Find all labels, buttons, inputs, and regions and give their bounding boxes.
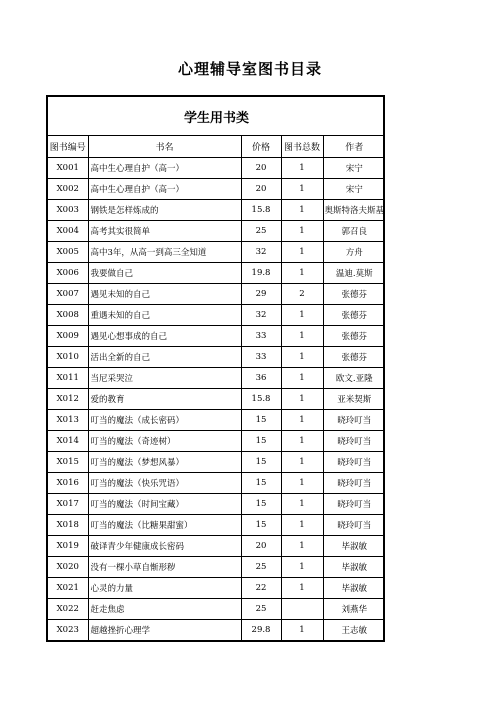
cell-code: X012	[48, 389, 88, 410]
table-row	[48, 473, 385, 494]
cell-code: X019	[48, 536, 88, 557]
cell-price: 25	[241, 599, 281, 620]
cell-name: 赶走焦虑	[88, 599, 241, 620]
cell-name: 没有一棵小草自惭形秽	[88, 557, 241, 578]
cell-price: 15	[241, 494, 281, 515]
cell-author: 张德芬	[323, 284, 385, 305]
cell-price: 15	[241, 410, 281, 431]
cell-code: X007	[48, 284, 88, 305]
cell-author: 宋宁	[323, 179, 385, 200]
cell-price: 19.8	[241, 263, 281, 284]
cell-price: 20	[241, 536, 281, 557]
cell-author: 宋宁	[323, 158, 385, 179]
cell-author: 晓玲叮当	[323, 431, 385, 452]
table-row	[48, 179, 385, 200]
cell-price: 22	[241, 578, 281, 599]
cell-code: X005	[48, 242, 88, 263]
cell-code: X014	[48, 431, 88, 452]
cell-name: 叮当的魔法（快乐咒语）	[88, 473, 241, 494]
cell-author: 奥斯特洛夫斯基	[323, 200, 385, 221]
cell-author: 欧文.亚隆	[323, 368, 385, 389]
cell-count: 1	[281, 305, 323, 326]
cell-code: X011	[48, 368, 88, 389]
cell-name: 高中生心理自护（高一）	[88, 158, 241, 179]
table-row	[48, 410, 385, 431]
cell-count: 1	[281, 494, 323, 515]
cell-count: 1	[281, 620, 323, 641]
cell-count: 1	[281, 515, 323, 536]
cell-price: 15.8	[241, 200, 281, 221]
cell-count: 1	[281, 242, 323, 263]
cell-count: 1	[281, 263, 323, 284]
table-row	[48, 326, 385, 347]
table-row	[48, 431, 385, 452]
cell-author: 温迪.莫斯	[323, 263, 385, 284]
table-row	[48, 284, 385, 305]
cell-count: 1	[281, 431, 323, 452]
cell-author: 张德芬	[323, 347, 385, 368]
cell-code: X002	[48, 179, 88, 200]
cell-price: 25	[241, 557, 281, 578]
column-header-code: 图书编号	[48, 136, 88, 158]
page-title: 心理辅导室图书目录	[177, 60, 322, 78]
cell-name: 遇见心想事成的自己	[88, 326, 241, 347]
cell-author: 晓玲叮当	[323, 410, 385, 431]
cell-name: 当尼采哭泣	[88, 368, 241, 389]
cell-price: 15	[241, 515, 281, 536]
table-row	[48, 263, 385, 284]
cell-count: 1	[281, 578, 323, 599]
cell-price: 20	[241, 179, 281, 200]
table-row	[48, 221, 385, 242]
cell-author: 毕淑敏	[323, 536, 385, 557]
cell-count: 1	[281, 200, 323, 221]
cell-name: 破译青少年健康成长密码	[88, 536, 241, 557]
column-header-count: 图书总数	[281, 136, 323, 158]
cell-author: 郭召良	[323, 221, 385, 242]
cell-count: 1	[281, 473, 323, 494]
table-row	[48, 536, 385, 557]
cell-code: X017	[48, 494, 88, 515]
cell-code: X016	[48, 473, 88, 494]
cell-author: 晓玲叮当	[323, 494, 385, 515]
cell-count: 2	[281, 284, 323, 305]
table-row	[48, 557, 385, 578]
table-row	[48, 515, 385, 536]
cell-name: 活出全新的自己	[88, 347, 241, 368]
cell-count: 1	[281, 536, 323, 557]
cell-count	[281, 599, 323, 620]
cell-price: 33	[241, 326, 281, 347]
cell-count: 1	[281, 389, 323, 410]
cell-price: 15	[241, 431, 281, 452]
cell-price: 29.8	[241, 620, 281, 641]
cell-price: 29	[241, 284, 281, 305]
cell-code: X001	[48, 158, 88, 179]
cell-price: 32	[241, 242, 281, 263]
cell-name: 超越挫折心理学	[88, 620, 241, 641]
cell-count: 1	[281, 410, 323, 431]
cell-code: X003	[48, 200, 88, 221]
cell-price: 25	[241, 221, 281, 242]
cell-author: 张德芬	[323, 305, 385, 326]
cell-author: 王志敏	[323, 620, 385, 641]
table-row	[48, 494, 385, 515]
cell-code: X013	[48, 410, 88, 431]
cell-code: X022	[48, 599, 88, 620]
cell-code: X023	[48, 620, 88, 641]
cell-author: 方舟	[323, 242, 385, 263]
cell-code: X018	[48, 515, 88, 536]
cell-name: 钢铁是怎样炼成的	[88, 200, 241, 221]
cell-count: 1	[281, 179, 323, 200]
cell-name: 高考其实很简单	[88, 221, 241, 242]
cell-count: 1	[281, 557, 323, 578]
cell-code: X021	[48, 578, 88, 599]
cell-name: 心灵的力量	[88, 578, 241, 599]
column-header-name: 书名	[88, 136, 241, 158]
table-row	[48, 389, 385, 410]
cell-author: 张德芬	[323, 326, 385, 347]
cell-code: X009	[48, 326, 88, 347]
column-header-author: 作者	[323, 136, 385, 158]
cell-name: 叮当的魔法（梦想风暴）	[88, 452, 241, 473]
cell-price: 15	[241, 473, 281, 494]
cell-author: 晓玲叮当	[323, 473, 385, 494]
cell-author: 晓玲叮当	[323, 515, 385, 536]
cell-name: 叮当的魔法（时间宝藏）	[88, 494, 241, 515]
section-title: 学生用书类	[48, 97, 385, 136]
cell-author: 刘燕华	[323, 599, 385, 620]
header-row	[48, 136, 385, 158]
table-row	[48, 452, 385, 473]
cell-name: 叮当的魔法（奇迹树）	[88, 431, 241, 452]
cell-name: 叮当的魔法（成长密码）	[88, 410, 241, 431]
table-row	[48, 347, 385, 368]
cell-author: 毕淑敏	[323, 578, 385, 599]
cell-price: 15.8	[241, 389, 281, 410]
cell-name: 爱的教育	[88, 389, 241, 410]
cell-count: 1	[281, 368, 323, 389]
cell-count: 1	[281, 221, 323, 242]
cell-code: X020	[48, 557, 88, 578]
table-row	[48, 200, 385, 221]
table-row	[48, 158, 385, 179]
cell-price: 33	[241, 347, 281, 368]
cell-author: 毕淑敏	[323, 557, 385, 578]
cell-name: 重遇未知的自己	[88, 305, 241, 326]
cell-price: 20	[241, 158, 281, 179]
cell-code: X008	[48, 305, 88, 326]
cell-name: 叮当的魔法（比糖果甜蜜）	[88, 515, 241, 536]
cell-price: 36	[241, 368, 281, 389]
cell-count: 1	[281, 452, 323, 473]
cell-name: 遇见未知的自己	[88, 284, 241, 305]
cell-count: 1	[281, 326, 323, 347]
cell-code: X010	[48, 347, 88, 368]
cell-count: 1	[281, 158, 323, 179]
cell-author: 晓玲叮当	[323, 452, 385, 473]
cell-code: X006	[48, 263, 88, 284]
table-row	[48, 599, 385, 620]
cell-name: 高中生心理自护（高一）	[88, 179, 241, 200]
cell-count: 1	[281, 347, 323, 368]
column-header-price: 价格	[241, 136, 281, 158]
cell-author: 亚米契斯	[323, 389, 385, 410]
table-row	[48, 368, 385, 389]
cell-code: X004	[48, 221, 88, 242]
cell-price: 32	[241, 305, 281, 326]
cell-name: 高中3年，从高一到高三全知道	[88, 242, 241, 263]
table-row	[48, 305, 385, 326]
catalog-table	[46, 95, 385, 642]
table-row	[48, 620, 385, 641]
cell-price: 15	[241, 452, 281, 473]
table-row	[48, 578, 385, 599]
cell-name: 我要做自己	[88, 263, 241, 284]
cell-code: X015	[48, 452, 88, 473]
table-row	[48, 242, 385, 263]
